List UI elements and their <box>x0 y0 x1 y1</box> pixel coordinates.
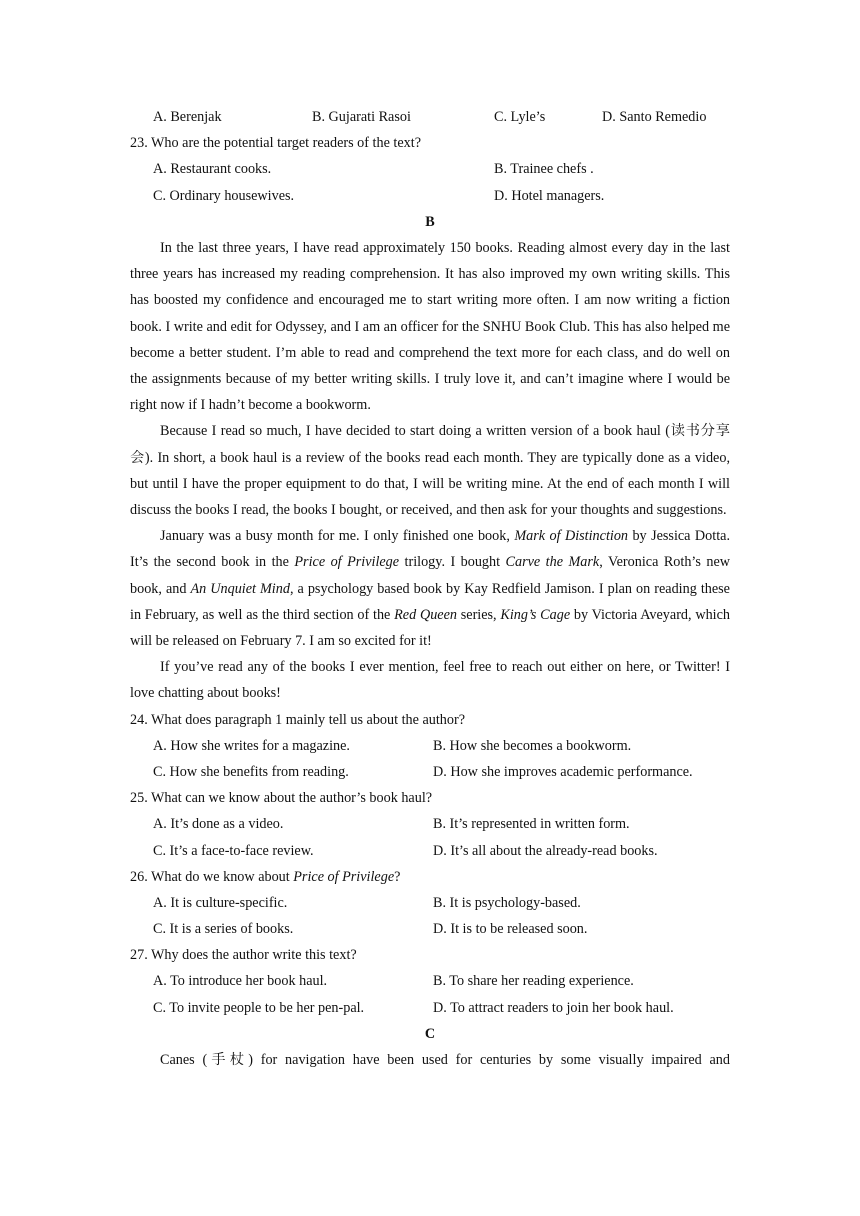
book-title-price-of-privilege: Price of Privilege <box>294 554 400 571</box>
q26-option-c: C. It is a series of books. <box>153 921 294 938</box>
p3-text-m: by Victoria Aveyard, which will be released on February 7. I am so excited for it! <box>130 606 730 649</box>
section-heading-c: C <box>424 1025 436 1042</box>
passage-b-paragraph-2 <box>130 418 730 523</box>
series-title-red-queen: Red Queen <box>394 606 457 623</box>
passage-b-p2-text: Because I read so much, I have decided to start doing a written version of a book haul (读书分享会). In short, a book haul is a review of the books read each month. They are typically done as a video, but until I have the proper equipment to do that, I will be writing mine. At the end of each month I will discuss the books I read, the books I bought, or received, and then ask for your thoughts and suggestions. <box>130 423 730 518</box>
q27-stem: 27. Why does the author write this text? <box>130 947 357 964</box>
q26-stem-end: ? <box>394 868 401 885</box>
q22-options <box>130 104 730 130</box>
q26-option-a: A. It is culture-specific. <box>153 894 288 911</box>
q25-option-a: A. It’s done as a video. <box>153 816 284 833</box>
passage-c-p1-text: Canes (手杖) for navigation have been used for centuries by some visually impaired and <box>160 1052 730 1069</box>
q22-option-b: B. Gujarati Rasoi <box>312 109 411 125</box>
q22-option-c: C. Lyle’s <box>494 109 546 125</box>
q26-stem <box>130 864 730 890</box>
q23-option-a: A. Restaurant cooks. <box>153 161 272 178</box>
q27-option-a: A. To introduce her book haul. <box>153 973 328 990</box>
q27-options-row2 <box>130 995 730 1021</box>
q26-option-d: D. It is to be released soon. <box>433 921 588 938</box>
passage-b-p4-text: If you’ve read any of the books I ever mention, feel free to reach out either on here, or Twitter! I love chatting about books! <box>130 659 730 702</box>
q23-option-b: B. Trainee chefs . <box>494 161 594 178</box>
p3-text-a: January was a busy month for me. I only finished one book, <box>160 528 515 545</box>
q24-stem: 24. What does paragraph 1 mainly tell us about the author? <box>130 711 466 728</box>
q25-stem: 25. What can we know about the author’s book haul? <box>130 790 433 807</box>
q26-options-row1 <box>130 890 730 916</box>
q24-option-c: C. How she benefits from reading. <box>153 763 349 780</box>
q24-options-row2 <box>130 759 730 785</box>
q23-option-d: D. Hotel managers. <box>494 187 605 204</box>
book-title-an-unquiet-mind: An Unquiet Mind <box>190 580 290 597</box>
q23-option-c: C. Ordinary housewives. <box>153 187 295 204</box>
q24-option-d: D. How she improves academic performance. <box>433 763 693 780</box>
q26-stem-text: 26. What do we know about <box>130 868 294 885</box>
q23-stem: 23. Who are the potential target readers of the text? <box>130 135 421 152</box>
p3-text-c: by Jessica Dotta. It’s the second book in the <box>130 528 730 571</box>
passage-b-paragraph-4 <box>130 654 730 706</box>
book-title-carve-the-mark: Carve the Mark <box>505 554 600 571</box>
passage-b-paragraph-1 <box>130 235 730 418</box>
q25-option-d: D. It’s all about the already-read books. <box>433 842 658 859</box>
q24-option-b: B. How she becomes a bookworm. <box>433 737 632 754</box>
q25-option-c: C. It’s a face-to-face review. <box>153 842 314 859</box>
book-title-mark-of-distinction: Mark of Distinction <box>514 528 629 545</box>
p3-text-k: series, <box>456 606 501 623</box>
q23-options-row2 <box>130 183 730 209</box>
q22-option-d: D. Santo Remedio <box>602 109 707 125</box>
q24-options-row1 <box>130 733 730 759</box>
book-title-kings-cage: King’s Cage <box>500 606 571 623</box>
q22-option-a: A. Berenjak <box>153 109 222 125</box>
q25-options-row2 <box>130 838 730 864</box>
section-heading-b: B <box>425 213 435 230</box>
q27-option-c: C. To invite people to be her pen-pal. <box>153 999 365 1016</box>
q24-option-a: A. How she writes for a magazine. <box>153 737 350 754</box>
q26-options-row2 <box>130 916 730 942</box>
q27-options-row1 <box>130 968 730 994</box>
p3-text-e: trilogy. I bought <box>399 554 506 571</box>
p3-text-g: , Veronica Roth’s new book, and <box>130 554 730 597</box>
passage-b-paragraph-3 <box>130 523 730 654</box>
exam-page <box>130 104 730 1073</box>
passage-c-paragraph-1 <box>130 1047 730 1073</box>
q26-stem-title: Price of Privilege <box>293 868 395 885</box>
q27-option-b: B. To share her reading experience. <box>433 973 634 990</box>
q25-options-row1 <box>130 811 730 837</box>
passage-b-p1-text: In the last three years, I have read approximately 150 books. Reading almost every day in the last three years has increased my reading comprehension. It has also improved my own writing skills. This has boosted my confidence and encouraged me to start writing more often. I am now writing a fiction book. I write and edit for Odyssey, and I am an officer for the SNHU Book Club. This has also helped me become a better student. I’m able to read and comprehend the text more for each class, and do well on the assignments because of my better writing skills. I truly love it, and can’t imagine where I would be right now if I hadn’t become a bookworm. <box>130 239 730 414</box>
q27-option-d: D. To attract readers to join her book haul. <box>433 999 674 1016</box>
q25-option-b: B. It’s represented in written form. <box>433 816 630 833</box>
p3-text-i: , a psychology based book by Kay Redfield Jamison. I plan on reading these in February, as well as the third section of the <box>130 580 730 623</box>
q26-option-b: B. It is psychology-based. <box>433 894 581 911</box>
q23-options-row1 <box>130 156 730 182</box>
